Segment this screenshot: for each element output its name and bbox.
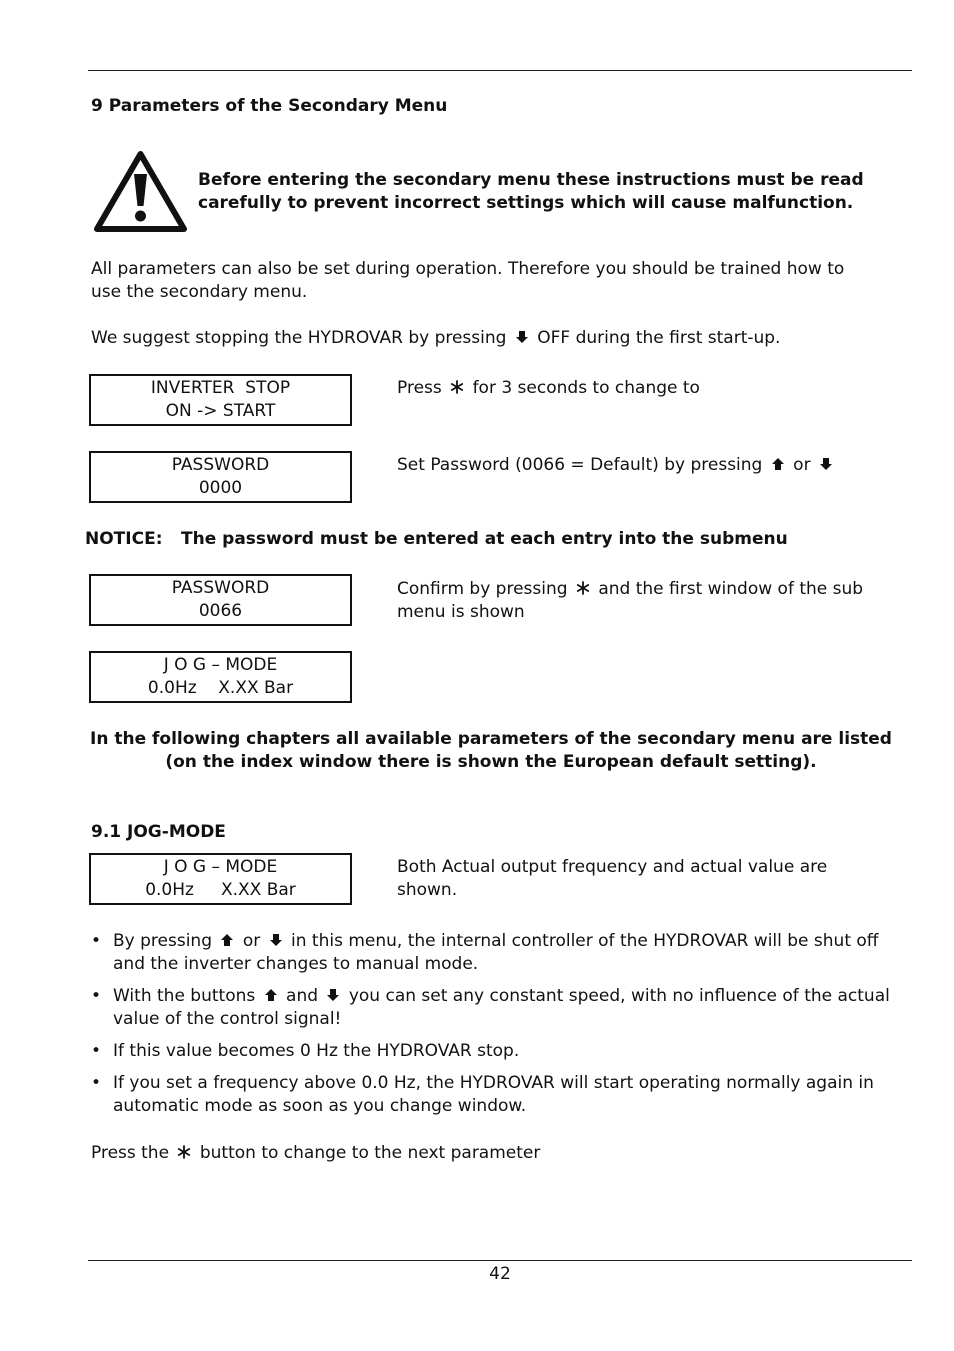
star-key-icon: [576, 581, 590, 595]
next-parameter-note: Press the button to change to the next parameter: [91, 1143, 541, 1163]
step-set-password: Set Password (0066 = Default) by pressing or: [397, 454, 897, 477]
list-item: • With the buttons and you can set any constant speed, with no influence of the actual value of the control signal!: [91, 985, 906, 1031]
step-confirm: Confirm by pressing and the first window of the sub menu is shown: [397, 579, 864, 622]
section-title: 9 Parameters of the Secondary Menu: [91, 96, 448, 116]
footer-rule: [88, 1260, 912, 1261]
following-note: In the following chapters all available parameters of the secondary menu are listed (on the index window there is shown the European default setting).: [90, 729, 892, 772]
subsection-title: 9.1 JOG-MODE: [91, 822, 226, 842]
star-key-icon: [177, 1145, 191, 1159]
step-press-star: Press for 3 seconds to change to: [397, 378, 700, 398]
notice-label: NOTICE:: [85, 529, 163, 549]
arrow-up-icon: [771, 457, 785, 471]
display-inverter-stop: INVERTER STOP ON -> START: [89, 374, 352, 426]
list-item: • By pressing or in this menu, the internal controller of the HYDROVAR will be shut off and the inverter changes to manual mode.: [91, 930, 906, 976]
arrow-down-icon: [326, 988, 340, 1002]
jog-description: Both Actual output frequency and actual value are shown.: [397, 857, 828, 900]
arrow-up-icon: [220, 933, 234, 947]
arrow-up-icon: [264, 988, 278, 1002]
display-jog-mode-first: J O G – MODE 0.0Hz X.XX Bar: [89, 651, 352, 703]
notice-text: The password must be entered at each entry into the submenu: [181, 529, 788, 549]
jog-bullet-list: [91, 930, 906, 1127]
display-jog-mode: J O G – MODE 0.0Hz X.XX Bar: [89, 853, 352, 905]
suggest-paragraph: We suggest stopping the HYDROVAR by pressing OFF during the first start-up.: [91, 328, 781, 348]
arrow-down-icon: [515, 330, 529, 344]
star-key-icon: [450, 380, 464, 394]
arrow-down-icon: [269, 933, 283, 947]
page-number: 42: [489, 1264, 511, 1284]
intro-paragraph: All parameters can also be set during operation. Therefore you should be trained how to use the secondary menu.: [91, 259, 845, 302]
display-password-default: PASSWORD 0000: [89, 451, 352, 503]
list-item: • If you set a frequency above 0.0 Hz, the HYDROVAR will start operating normally again in automatic mode as soon as you change window.: [91, 1072, 906, 1118]
arrow-down-icon: [819, 457, 833, 471]
header-rule: [88, 70, 912, 71]
list-item: • If this value becomes 0 Hz the HYDROVAR stop.: [91, 1040, 906, 1063]
warning-triangle-icon: [93, 150, 188, 233]
display-password-entered: PASSWORD 0066: [89, 574, 352, 626]
warning-text: Before entering the secondary menu these instructions must be read carefully to prevent incorrect settings which will cause malfunction.: [198, 170, 864, 213]
